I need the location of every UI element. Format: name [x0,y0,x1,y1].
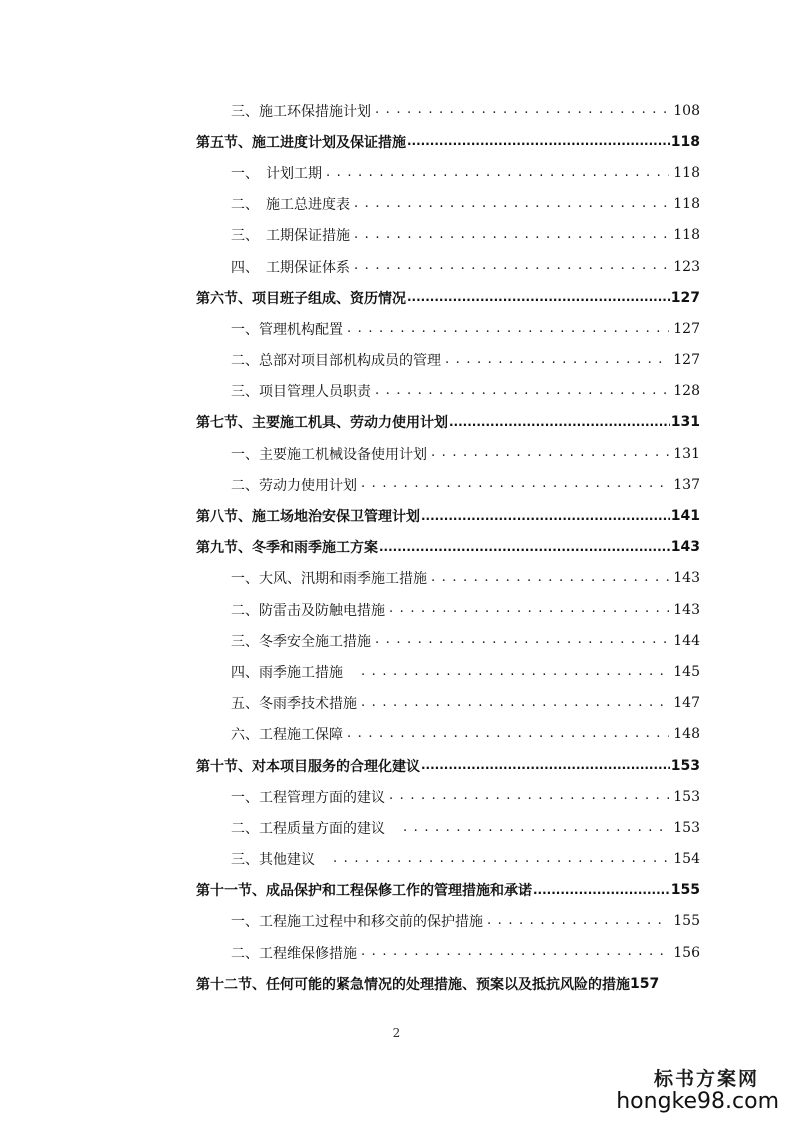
toc-entry-title: 三、其他建议 [231,852,329,869]
toc-entry-page: 118 [673,164,700,181]
toc-section-entry[interactable] [196,532,700,563]
toc-entry-title: 第七节、主要施工机具、劳动力使用计划 [196,415,448,432]
toc-entry-page: 131 [673,445,700,462]
toc-entry-title: 第九节、冬季和雨季施工方案 [196,540,378,557]
toc-dot-leader [445,352,669,369]
toc-entry-page: 144 [673,632,700,649]
toc-entry-title: 二、劳动力使用计划 [231,477,357,494]
toc-subsection-entry[interactable] [196,189,700,220]
toc-entry-page: 127 [673,320,700,337]
toc-entry-page: 118 [670,133,700,150]
toc-entry-page: 141 [670,508,700,525]
toc-dot-leader [407,133,670,150]
toc-subsection-entry[interactable] [196,251,700,282]
toc-entry-title: 第五节、施工进度计划及保证措施 [196,134,406,151]
toc-dot-leader [421,508,670,525]
toc-section-entry[interactable] [196,282,700,313]
toc-dot-leader [421,757,670,774]
toc-section-entry[interactable] [196,407,700,438]
toc-entry-title: 第八节、施工场地治安保卫管理计划 [196,509,420,526]
toc-entry-title: 第十节、对本项目服务的合理化建议 [196,758,420,775]
toc-entry-title: 二、工程质量方面的建议 [231,820,399,837]
toc-dot-leader [354,258,669,275]
toc-dot-leader [389,601,669,618]
toc-subsection-entry[interactable] [196,625,700,656]
toc-dot-leader [375,383,669,400]
toc-subsection-entry[interactable] [196,95,700,126]
toc-entry-page: 131 [670,414,700,431]
toc-entry-title: 四、 工期保证体系 [231,259,350,276]
toc-subsection-entry[interactable] [196,937,700,968]
toc-entry-page: 118 [673,227,700,244]
toc-subsection-entry[interactable] [196,719,700,750]
toc-entry-title: 第十一节、成品保护和工程保修工作的管理措施和承诺 [196,883,532,900]
toc-entry-page: 143 [673,570,700,587]
toc-subsection-entry[interactable] [196,376,700,407]
toc-dot-leader [403,820,669,837]
toc-dot-leader [326,165,669,182]
toc-entry-title: 一、工程施工过程中和移交前的保护措施 [231,914,483,931]
toc-entry-page: 128 [673,383,700,400]
toc-dot-leader [354,196,669,213]
toc-entry-page: 157 [630,975,660,992]
toc-entry-page: 123 [673,258,700,275]
toc-entry-page: 147 [673,695,700,712]
toc-entry-title: 三、施工环保措施计划 [231,103,371,120]
toc-entry-page: 108 [673,102,700,119]
toc-entry-page: 145 [673,663,700,680]
toc-subsection-entry[interactable] [196,220,700,251]
toc-entry-title: 五、冬雨季技术措施 [231,696,357,713]
toc-entry-title: 三、冬季安全施工措施 [231,633,371,650]
toc-entry-page: 127 [673,352,700,369]
toc-subsection-entry[interactable] [196,812,700,843]
toc-section-entry[interactable] [196,750,700,781]
toc-subsection-entry[interactable] [196,906,700,937]
toc-entry-title: 第十二节、任何可能的紧急情况的处理措施、预案以及抵抗风险的措施 [196,976,630,993]
toc-entry-title: 一、大风、汛期和雨季施工措施 [231,571,427,588]
toc-section-entry[interactable] [196,126,700,157]
toc-entry-page: 143 [673,601,700,618]
toc-entry-title: 一、主要施工机械设备使用计划 [231,446,427,463]
toc-entry-page: 153 [670,757,700,774]
toc-entry-page: 127 [670,289,700,306]
toc-dot-leader [333,851,669,868]
toc-dot-leader [347,321,669,338]
toc-subsection-entry[interactable] [196,594,700,625]
toc-dot-leader [389,788,669,805]
toc-entry-title: 六、工程施工保障 [231,727,343,744]
toc-entry-title: 三、项目管理人员职责 [231,384,371,401]
toc-dot-leader [487,913,669,930]
toc-subsection-entry[interactable] [196,781,700,812]
page-number: 2 [392,1026,401,1040]
toc-dot-leader [375,102,669,119]
toc-subsection-entry[interactable] [196,345,700,376]
toc-entry-page: 118 [673,196,700,213]
toc-entry-title: 一、 计划工期 [231,165,322,182]
toc-subsection-entry[interactable] [196,469,700,500]
toc-subsection-entry[interactable] [196,656,700,687]
toc-entry-title: 二、工程维保修措施 [231,945,357,962]
toc-entry-title: 二、 施工总进度表 [231,197,350,214]
toc-entry-title: 二、总部对项目部机构成员的管理 [231,353,441,370]
toc-entry-page: 154 [673,851,700,868]
toc-entry-page: 153 [673,788,700,805]
toc-entry-title: 一、管理机构配置 [231,321,343,338]
toc-entry-title: 第六节、项目班子组成、资历情况 [196,290,406,307]
toc-entry-title: 一、工程管理方面的建议 [231,789,385,806]
toc-entry-page: 153 [673,819,700,836]
watermark [616,1064,779,1114]
toc-subsection-entry[interactable] [196,313,700,344]
toc-subsection-entry[interactable] [196,844,700,875]
toc-subsection-entry[interactable] [196,157,700,188]
toc-subsection-entry[interactable] [196,438,700,469]
toc-entry-page: 156 [673,944,700,961]
watermark-site-name: 标书方案网 [653,1068,759,1090]
toc-dot-leader [431,445,669,462]
toc-dot-leader [361,944,669,961]
toc-entry-title: 四、雨季施工措施 [231,664,357,681]
toc-dot-leader [354,227,669,244]
toc-dot-leader [533,882,670,899]
toc-dot-leader [375,632,669,649]
toc-entry-title: 二、防雷击及防触电措施 [231,602,385,619]
toc-section-entry[interactable] [196,968,700,999]
watermark-url: hongke98.com [616,1089,779,1114]
toc-section-entry[interactable] [196,500,700,531]
toc-dot-leader [361,664,669,681]
toc-dot-leader [431,570,669,587]
toc-dot-leader [449,414,670,431]
toc-subsection-entry[interactable] [196,563,700,594]
toc-entry-page: 155 [670,882,700,899]
toc-entry-page: 137 [673,476,700,493]
toc-entry-page: 148 [673,726,700,743]
toc-dot-leader [379,539,670,556]
toc-dot-leader [361,695,669,712]
toc-dot-leader [361,476,669,493]
toc-dot-leader [407,289,670,306]
toc-subsection-entry[interactable] [196,688,700,719]
toc-entry-title: 三、 工期保证措施 [231,228,350,245]
toc-entry-page: 155 [673,913,700,930]
toc-entry-page: 143 [670,539,700,556]
table-of-contents [196,95,700,999]
toc-section-entry[interactable] [196,875,700,906]
toc-dot-leader [347,726,669,743]
